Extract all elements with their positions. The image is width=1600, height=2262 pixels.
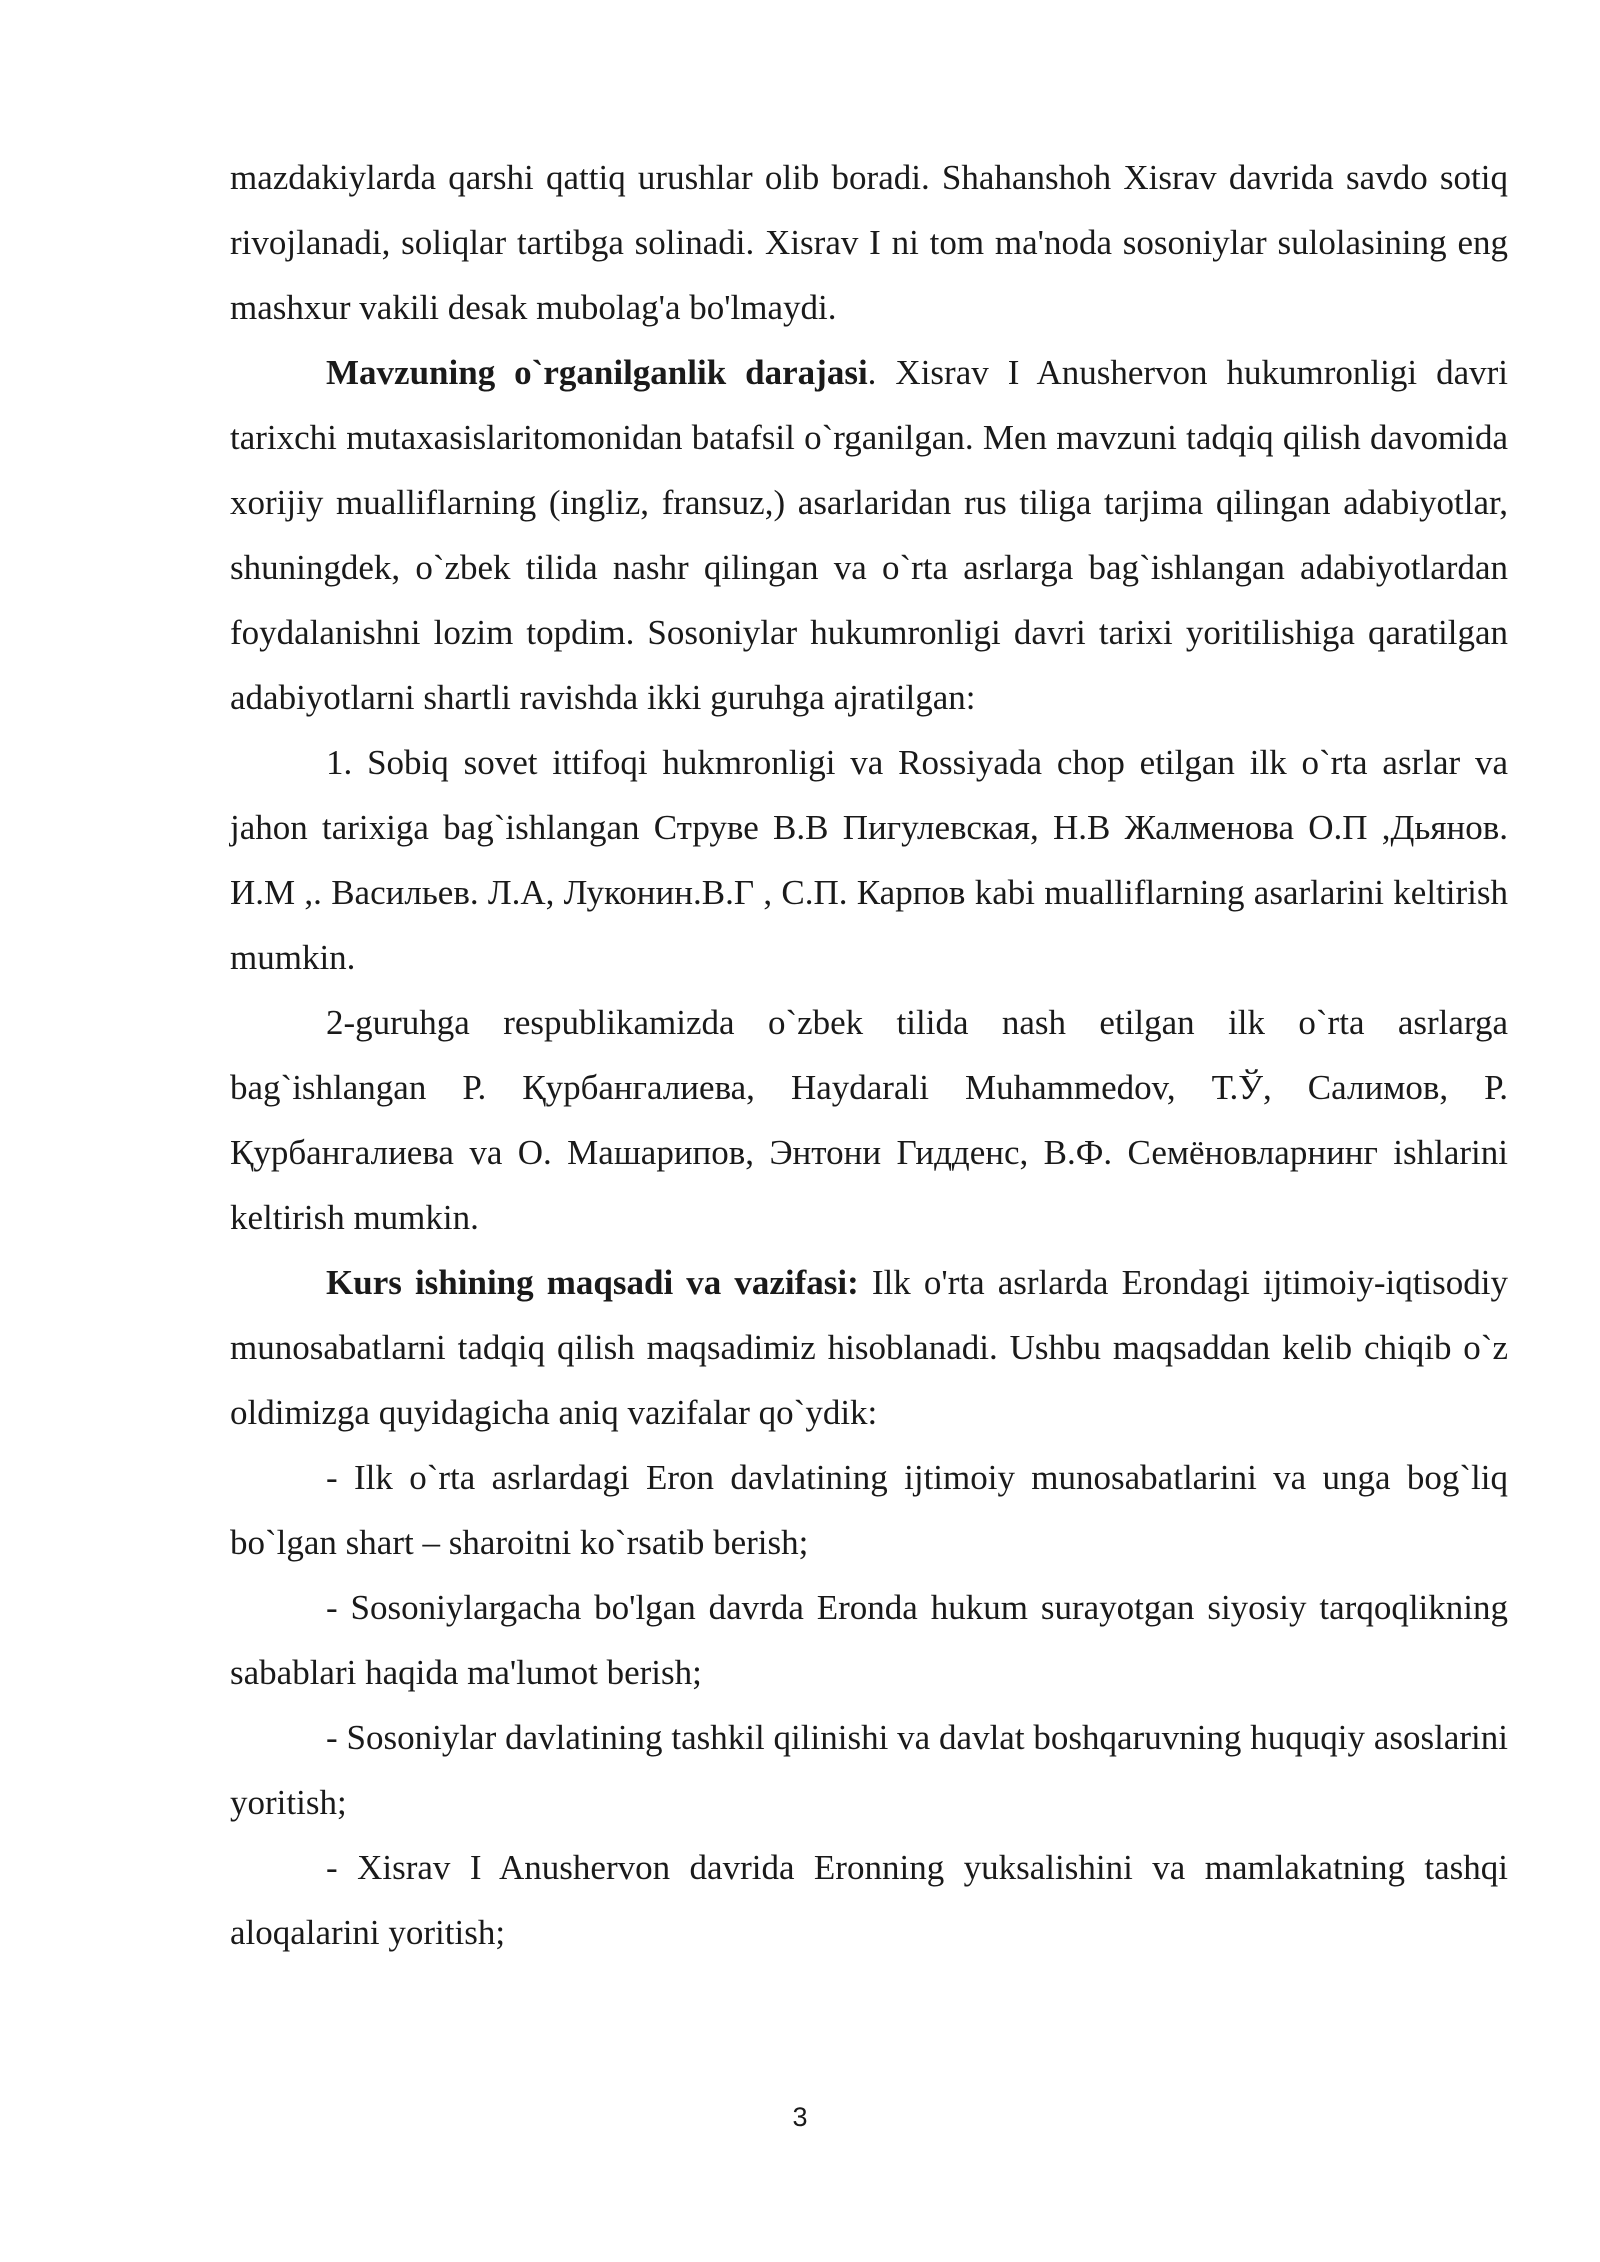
paragraph-group-1: 1. Sobiq sovet ittifoqi hukmronligi va Rossiyada chop etilgan ilk o`rta asrlar va jahon tarixiga bag`ishlangan Струве В.В Пигулевская, Н.В Жалменова О.П ,Дьянов. И.М ,. Васильев. Л.А, Луконин.В.Г , С.П. Карпов kabi mualliflarning asarlarini keltirish mumkin. bbox=[230, 743, 1508, 977]
list-item: - Ilk o`rta asrlardagi Eron davlatining ijtimoiy munosabatlarini va unga bog`liq bo`lgan shart – sharoitni ko`rsatib berish; bbox=[230, 1458, 1508, 1562]
paragraph-goals bbox=[230, 1250, 1508, 1445]
list-item: - Sosoniylargacha bo'lgan davrda Eronda hukum surayotgan siyosiy tarqoqlikning sabablari haqida ma'lumot berish; bbox=[230, 1588, 1508, 1692]
list-item: - Xisrav I Anushervon davrida Eronning yuksalishini va mamlakatning tashqi aloqalarini yoritish; bbox=[230, 1848, 1508, 1952]
page-number: 3 bbox=[792, 2102, 808, 2132]
paragraph-continuation: mazdakiylarda qarshi qattiq urushlar olib boradi. Shahanshoh Xisrav davrida savdo sotiq rivojlanadi, soliqlar tartibga solinadi. Xisrav I ni tom ma'noda sosoniylar sulolasining eng mashxur vakili desak mubolag'a bo'lmaydi. bbox=[230, 158, 1508, 327]
section-heading-goals: Kurs ishining maqsadi va vazifasi: bbox=[326, 1263, 859, 1302]
list-item: - Sosoniylar davlatining tashkil qilinishi va davlat boshqaruvning huquqiy asoslarini yoritish; bbox=[230, 1718, 1508, 1822]
study-level-text: . Xisrav I Anushervon hukumronligi davri tarixchi mutaxasislaritomonidan batafsil o`rganilgan. Men mavzuni tadqiq qilish davomida xorijiy mualliflarning (ingliz, fransuz,) asarlaridan rus tiliga tarjima qilingan adabiyotlar, shuningdek, o`zbek tilida nashr qilingan va o`rta asrlarga bag`ishlangan adabiyotlardan foydalanishni lozim topdim. Sosoniylar hukumronligi davri tarixi yoritilishiga qaratilgan adabiyotlarni shartli ravishda ikki guruhga ajratilgan: bbox=[230, 353, 1508, 717]
body-text bbox=[230, 145, 1508, 1965]
section-heading-study-level: Mavzuning o`rganilganlik darajasi bbox=[326, 353, 868, 392]
goals-text: Ilk o'rta asrlarda Erondagi ijtimoiy-iqtisodiy munosabatlarni tadqiq qilish maqsadimiz hisoblanadi. Ushbu maqsaddan kelib chiqib o`z oldimizga quyidagicha aniq vazifalar qo`ydik: bbox=[230, 1263, 1508, 1432]
paragraph-group-2: 2-guruhga respublikamizda o`zbek tilida nash etilgan ilk o`rta asrlarga bag`ishlangan Р. Қурбангалиева, Haydarali Muhammedov, Т.Ў, Салимов, Р. Қурбангалиева va О. Машарипов, Энтони Гидденс, В.Ф. Семёновларнинг ishlarini keltirish mumkin. bbox=[230, 1003, 1508, 1237]
paragraph-study-level bbox=[230, 340, 1508, 730]
